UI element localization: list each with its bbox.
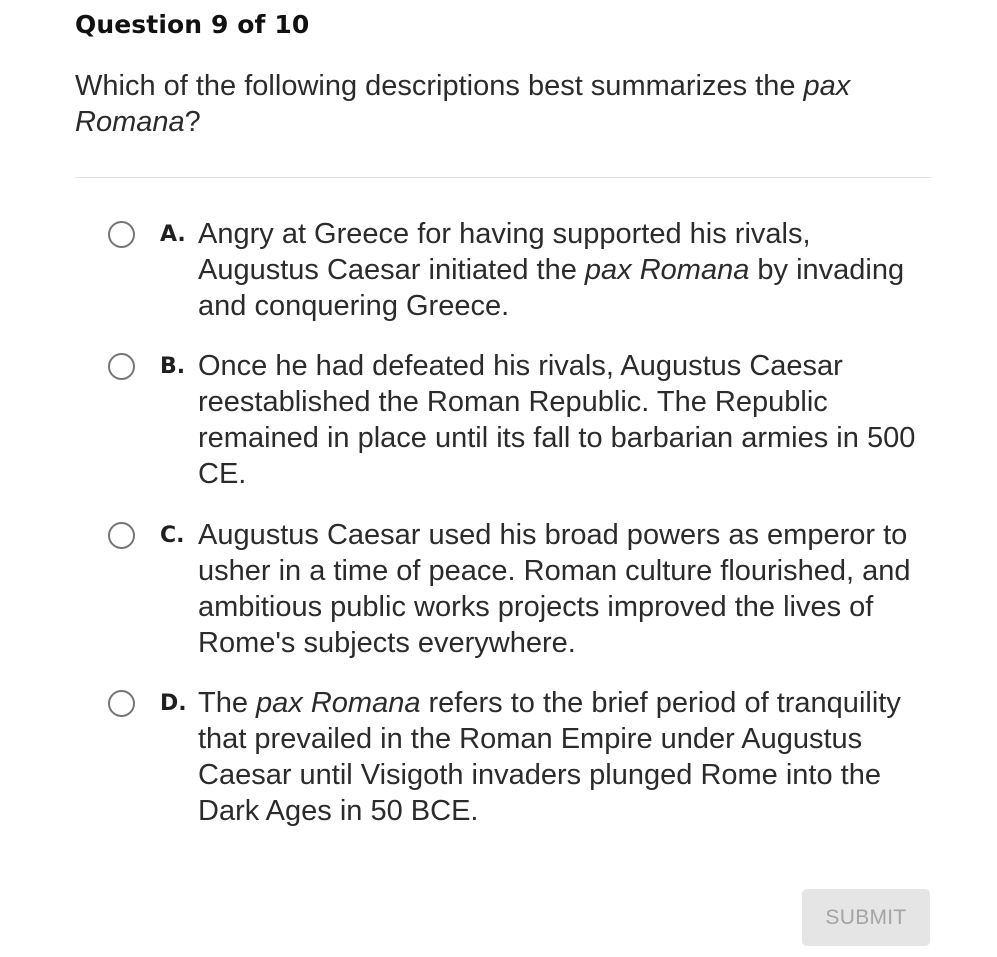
question-prompt-text: Which of the following descriptions best summarizes the	[75, 70, 804, 102]
option-text-a-italic: pax Romana	[584, 254, 750, 286]
answer-option-d[interactable]	[108, 685, 948, 829]
radio-button-b[interactable]	[108, 353, 135, 380]
option-text-b-start: Once he had defeated his rivals, Augustus Caesar reestablished the Roman Republic. The Republic remained in place until its fall to barbarian armies in 500 CE.	[198, 350, 916, 490]
option-letter-d: D.	[160, 691, 187, 716]
option-text-c-start: Augustus Caesar used his broad powers as emperor to usher in a time of peace. Roman culture flourished, and ambitious public works projects improved the lives of Rome's subjects everywhere.	[198, 519, 911, 659]
option-letter-a: A.	[160, 222, 186, 247]
option-letter-c: C.	[160, 523, 185, 548]
option-text-d-italic: pax Romana	[256, 687, 421, 719]
radio-button-d[interactable]	[108, 690, 135, 717]
submit-button[interactable]: SUBMIT	[802, 889, 930, 946]
option-letter-b: B.	[160, 354, 186, 379]
option-text-a	[198, 216, 928, 324]
option-text-a-end: by invading and conquering Greece.	[198, 254, 905, 322]
answer-option-b[interactable]	[108, 348, 948, 492]
answer-option-a[interactable]	[108, 216, 948, 324]
option-text-d-end: refers to the brief period of tranquility that prevailed in the Roman Empire under Augustus Caesar until Visigoth invaders plunged Rome into the Dark Ages in 50 BCE.	[198, 687, 901, 827]
answer-option-c[interactable]	[108, 517, 948, 661]
question-prompt-italic: pax Romana	[75, 70, 851, 138]
radio-button-c[interactable]	[108, 522, 135, 549]
question-prompt-end: ?	[184, 106, 201, 138]
option-text-b	[198, 348, 928, 492]
option-text-a-start: Angry at Greece for having supported his rivals, Augustus Caesar initiated the	[198, 218, 811, 286]
question-prompt	[75, 68, 905, 140]
option-text-d	[198, 685, 928, 829]
option-text-d-start: The	[198, 687, 257, 719]
divider	[75, 177, 931, 178]
option-text-c	[198, 517, 928, 661]
radio-button-a[interactable]	[108, 221, 135, 248]
question-counter: Question 9 of 10	[75, 10, 310, 39]
